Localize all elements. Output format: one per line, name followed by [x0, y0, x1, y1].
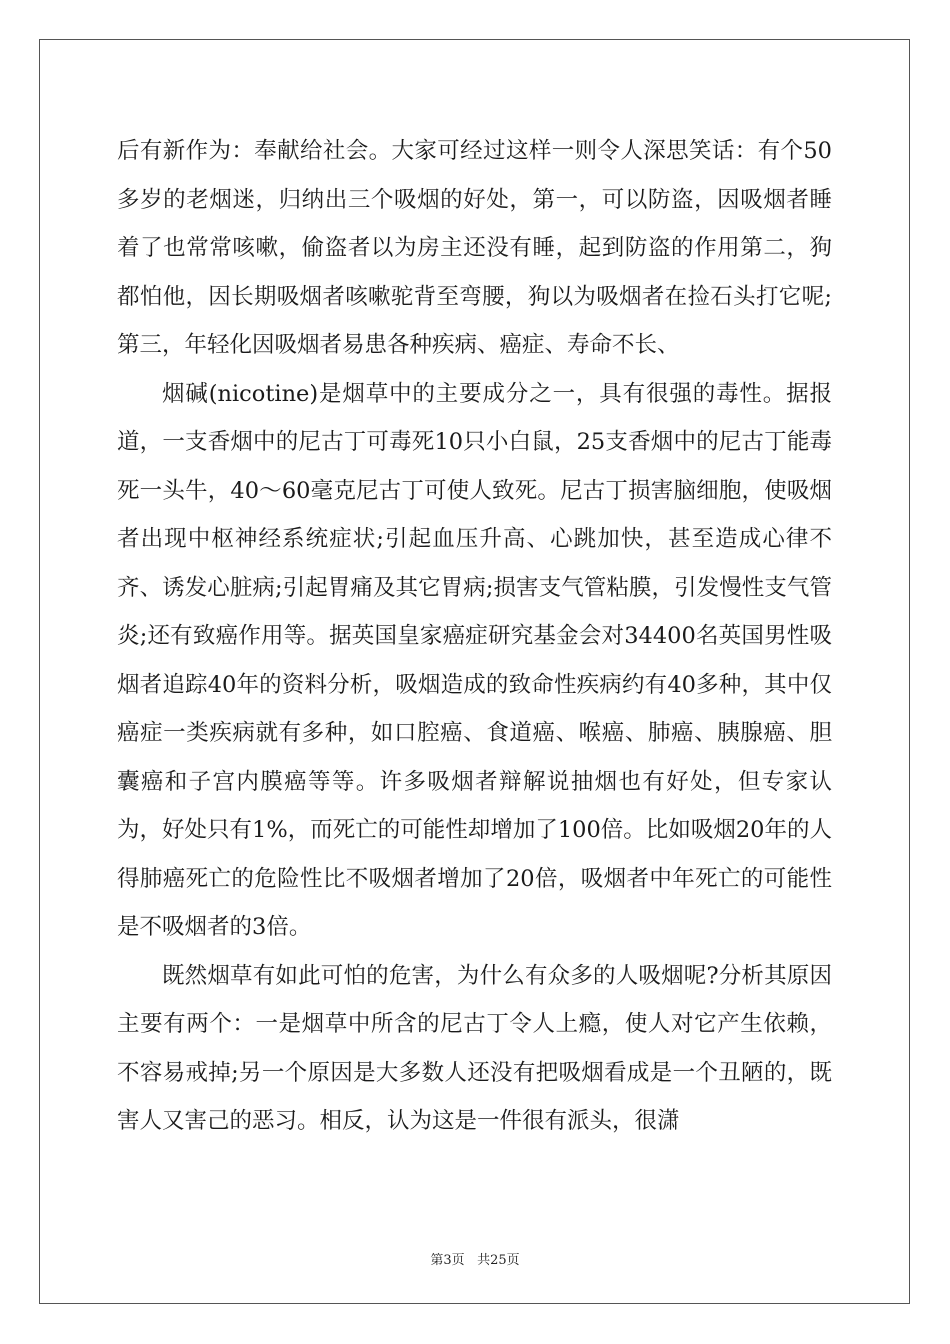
paragraph-2: 烟碱(nicotine)是烟草中的主要成分之一，具有很强的毒性。据报道，一支香烟中的尼古丁可毒死10只小白鼠，25支香烟中的尼古丁能毒死一头牛，40～60毫克尼古丁可使人致死。尼古丁损害脑细胞，使吸烟者出现中枢神经系统症状;引起血压升高、心跳加快，甚至造成心律不齐、诱发心脏病;引起胃痛及其它胃病;损害支气管粘膜，引发慢性支气管炎;还有致癌作用等。据英国皇家癌症研究基金会对34400名英国男性吸烟者追踪40年的资料分析，吸烟造成的致命性疾病约有40多种，其中仅癌症一类疾病就有多种，如口腔癌、食道癌、喉癌、肺癌、胰腺癌、胆囊癌和子宫内膜癌等等。许多吸烟者辩解说抽烟也有好处，但专家认为，好处只有1%，而死亡的可能性却增加了100倍。比如吸烟20年的人得肺癌死亡的危险性比不吸烟者增加了20倍，吸烟者中年死亡的可能性是不吸烟者的3倍。: [117, 380, 832, 940]
page-number: 第3页: [430, 1253, 465, 1268]
page-total: 共25页: [477, 1253, 520, 1268]
page-footer: [0, 1249, 950, 1268]
paragraph-1: 后有新作为：奉献给社会。大家可经过这样一则令人深思笑话：有个50多岁的老烟迷，归纳出三个吸烟的好处，第一，可以防盗，因吸烟者睡着了也常常咳嗽，偷盗者以为房主还没有睡，起到防盗的作用第二，狗都怕他，因长期吸烟者咳嗽驼背至弯腰，狗以为吸烟者在捡石头打它呢;第三，年轻化因吸烟者易患各种疾病、癌症、寿命不长、: [117, 138, 832, 358]
document-body: [117, 127, 832, 1146]
footer-spacer: [465, 1253, 477, 1268]
paragraph-3: 既然烟草有如此可怕的危害，为什么有众多的人吸烟呢?分析其原因主要有两个：一是烟草中所含的尼古丁令人上瘾，使人对它产生依赖，不容易戒掉;另一个原因是大多数人还没有把吸烟看成是一个丑陋的，既害人又害己的恶习。相反，认为这是一件很有派头，很潇: [117, 962, 832, 1134]
